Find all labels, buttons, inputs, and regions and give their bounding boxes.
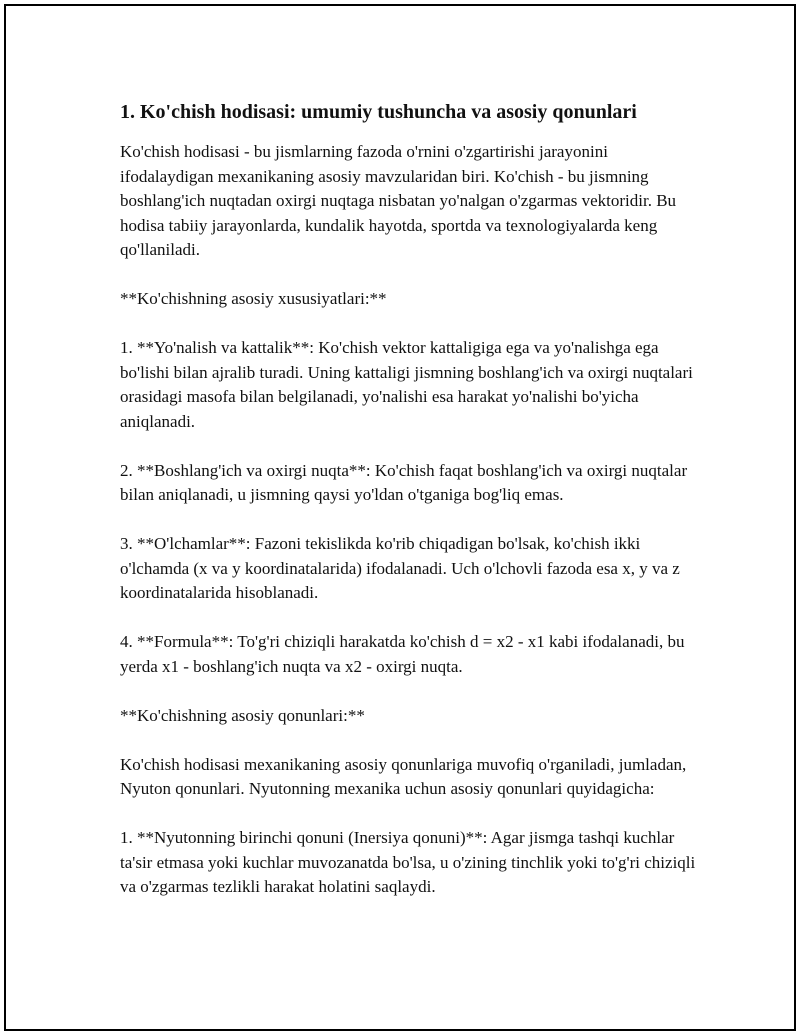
document-content <box>120 98 700 924</box>
feature-item-dimensions: 3. **O'lchamlar**: Fazoni tekislikda ko'rib chiqadigan bo'lsak, ko'chish ikki o'lchamda (x va y koordinatalarida) ifodalanadi. Uch o'lchovli fazoda esa x, y va z koordinatalarida hisoblanadi. <box>120 534 680 602</box>
law-item-first: 1. **Nyutonning birinchi qonuni (Inersiya qonuni)**: Agar jismga tashqi kuchlar ta'sir etmasa yoki kuchlar muvozanatda bo'lsa, u o'zining tinchlik yoki to'g'ri chiziqli va o'zgarmas tezlikli harakat holatini saqlaydi. <box>120 828 696 896</box>
laws-heading: **Ko'chishning asosiy qonunlari:** <box>120 705 365 725</box>
features-heading: **Ko'chishning asosiy xususiyatlari:** <box>120 289 387 308</box>
intro-paragraph: Ko'chish hodisasi - bu jismlarning fazoda o'rnini o'zgartirishi jarayonini ifodalaydigan mexanikaning asosiy mavzularidan biri. Ko'chish - bu jismning boshlang'ich nuqtadan oxirgi nuqtaga nisbatan yo'nalgan o'zgarmas vektoridir. Bu hodisa tabiiy jarayonlarda, kundalik hayotda, sportda va texnologiyalarda keng qo'llaniladi. <box>120 142 677 259</box>
feature-item-points: 2. **Boshlang'ich va oxirgi nuqta**: Ko'chish faqat boshlang'ich va oxirgi nuqtalar bilan aniqlanadi, u jismning qaysi yo'ldan o'tganiga bog'liq emas. <box>120 460 688 504</box>
feature-item-formula: 4. **Formula**: To'g'ri chiziqli harakatda ko'chish d = x2 - x1 kabi ifodalanadi, bu yerda x1 - boshlang'ich nuqta va x2 - oxirgi nuqta. <box>120 632 685 676</box>
laws-intro-paragraph: Ko'chish hodisasi mexanikaning asosiy qonunlariga muvofiq o'rganiladi, jumladan, Nyuton qonunlari. Nyutonning mexanika uchun asosiy qonunlari quyidagicha: <box>120 754 687 798</box>
feature-item-direction: 1. **Yo'nalish va kattalik**: Ko'chish vektor kattaligiga ega va yo'nalishga ega bo'lishi bilan ajralib turadi. Uning kattaligi jismning boshlang'ich va oxirgi nuqtalari orasidagi masofa bilan belgilanadi, yo'nalishi esa harakat yo'nalishi bo'yicha aniqlanadi. <box>120 338 693 431</box>
document-title: 1. Ko'chish hodisasi: umumiy tushuncha va asosiy qonunlari <box>120 101 637 123</box>
document-page <box>4 4 796 1031</box>
